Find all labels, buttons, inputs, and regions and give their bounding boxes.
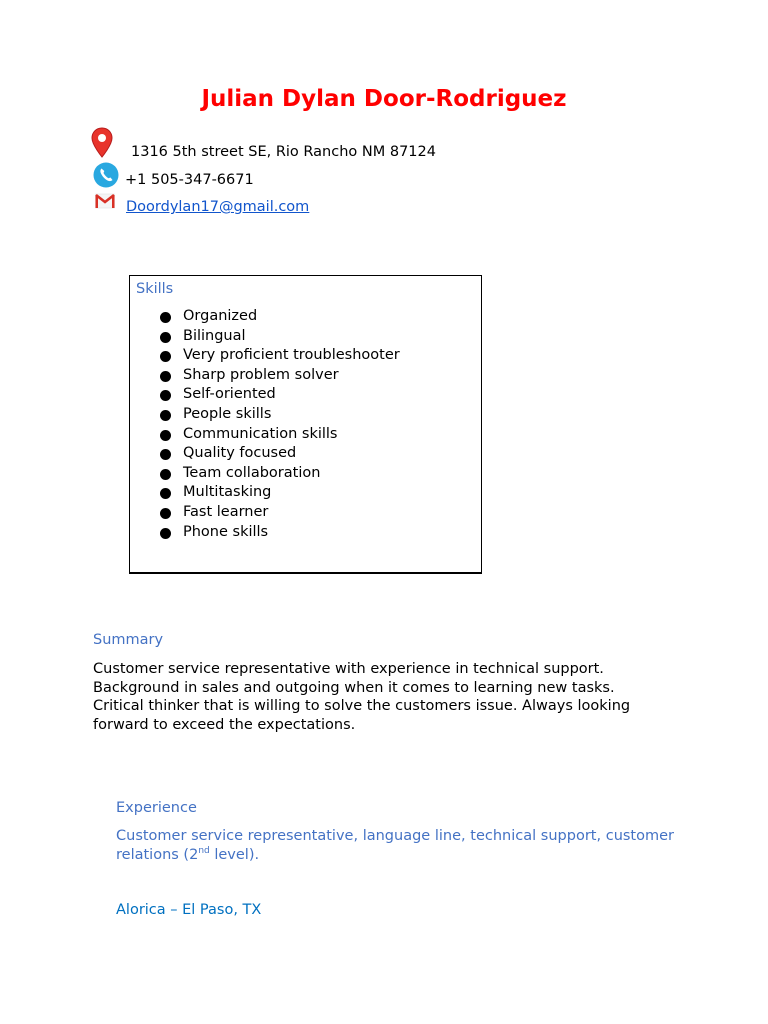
gmail-icon — [95, 193, 115, 209]
experience-heading: Experience — [116, 800, 197, 816]
summary-line: Customer service representative with experience in technical support. — [93, 661, 604, 677]
skill-item: Communication skills — [160, 425, 400, 445]
phone-text: +1 505-347-6671 — [125, 172, 254, 188]
summary-line: forward to exceed the expectations. — [93, 716, 356, 733]
skill-item: Self-oriented — [160, 385, 400, 405]
employer-text: Alorica – El Paso, TX — [116, 902, 262, 918]
address-text: 1316 5th street SE, Rio Rancho NM 87124 — [131, 144, 436, 160]
bullet-icon — [160, 332, 171, 343]
bullet-icon — [160, 449, 171, 460]
skill-item: Phone skills — [160, 523, 400, 543]
summary-line: Critical thinker that is willing to solve the customers issue. Always looking — [93, 698, 631, 714]
bullet-icon — [160, 371, 171, 382]
summary-line: Background in sales and outgoing when it comes to learning new tasks. — [93, 679, 615, 696]
skill-item: Team collaboration — [160, 464, 400, 484]
phone-icon — [93, 162, 119, 188]
skill-item: Organized — [160, 307, 400, 327]
skill-item: Fast learner — [160, 503, 400, 523]
bullet-icon — [160, 390, 171, 401]
skills-heading: Skills — [136, 281, 174, 297]
bullet-icon — [160, 469, 171, 480]
skill-item: Bilingual — [160, 327, 400, 347]
bullet-icon — [160, 410, 171, 421]
bullet-icon — [160, 528, 171, 539]
bullet-icon — [160, 312, 171, 323]
bullet-icon — [160, 488, 171, 499]
page-title: Julian Dylan Door-Rodriguez — [201, 86, 567, 112]
location-pin-icon — [91, 127, 113, 158]
email-link[interactable]: Doordylan17@gmail.com — [126, 199, 310, 215]
experience-title: Customer service representative, language line, technical support, customer relations (2nd level). — [116, 828, 674, 863]
skills-list — [160, 307, 400, 542]
skill-item: People skills — [160, 405, 400, 425]
summary-text — [93, 660, 683, 734]
skill-item: Very proficient troubleshooter — [160, 346, 400, 366]
summary-heading: Summary — [93, 632, 164, 648]
bullet-icon — [160, 508, 171, 519]
skill-item: Quality focused — [160, 444, 400, 464]
bullet-icon — [160, 351, 171, 362]
skill-item: Sharp problem solver — [160, 366, 400, 386]
skill-item: Multitasking — [160, 483, 400, 503]
bullet-icon — [160, 430, 171, 441]
